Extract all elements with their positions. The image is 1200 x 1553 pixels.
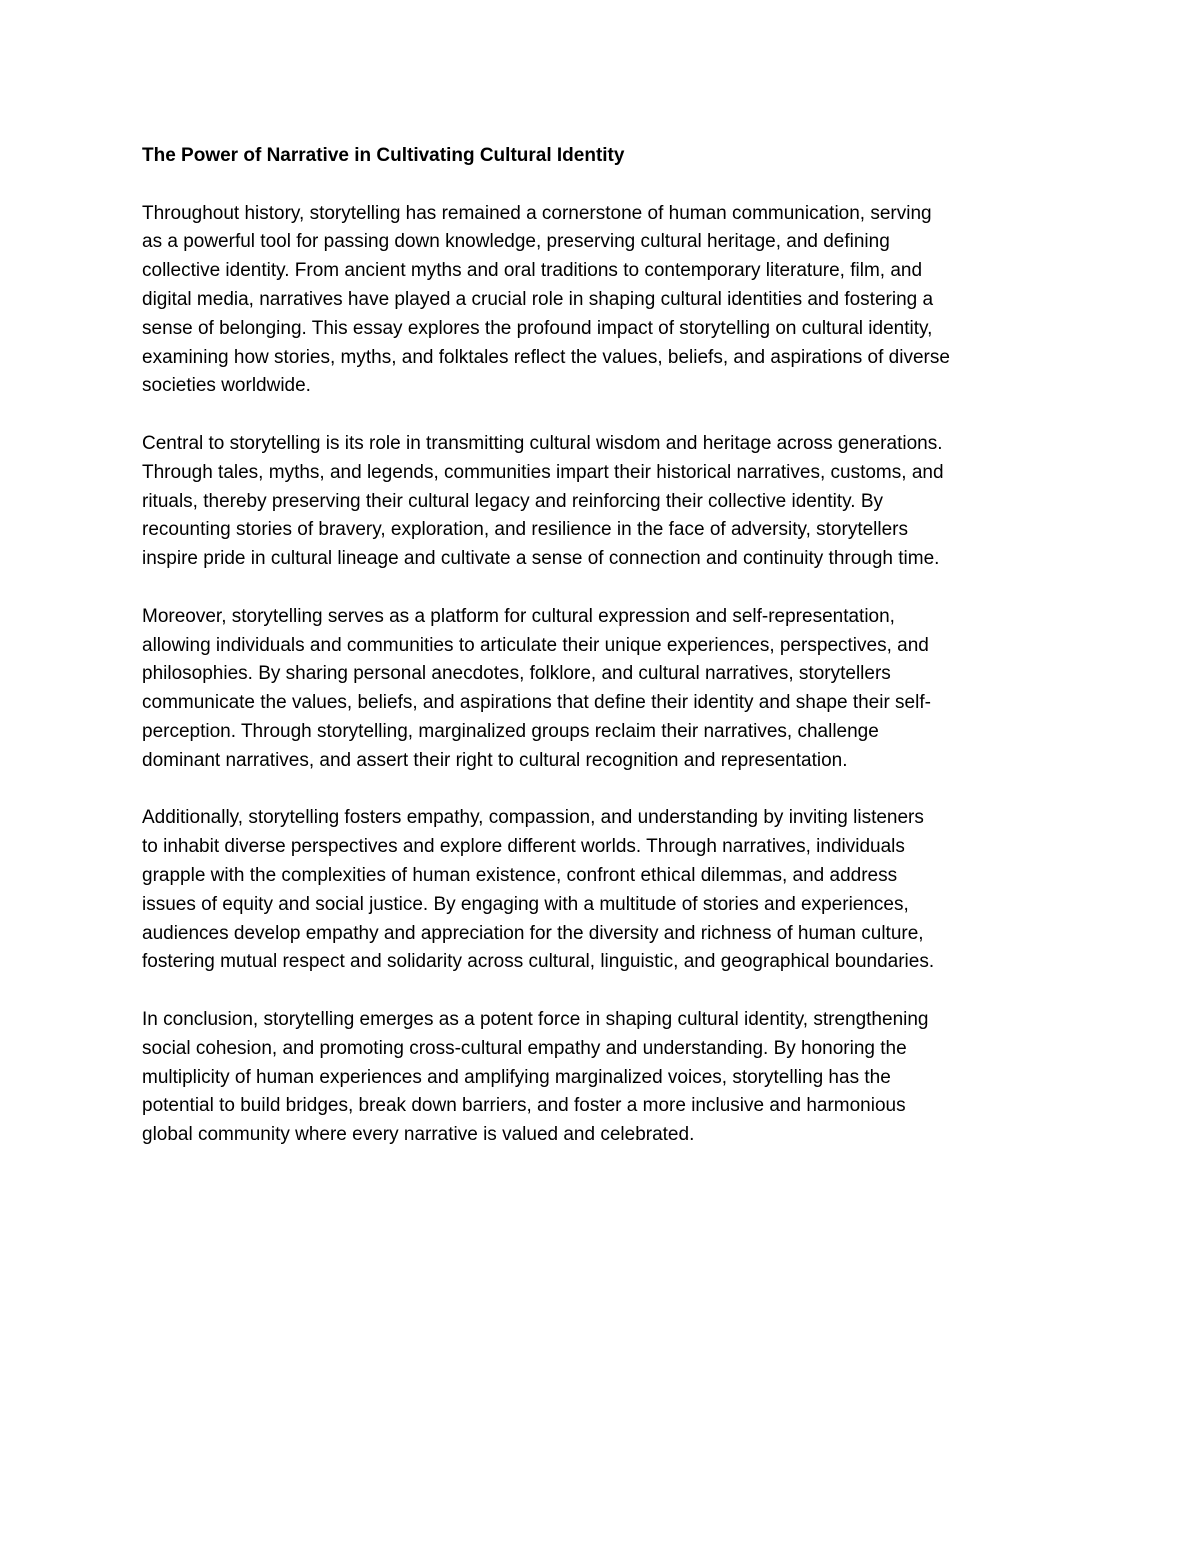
text-line: Moreover, storytelling serves as a platform for cultural expression and self-representation, <box>142 605 895 627</box>
text-line: to inhabit diverse perspectives and explore different worlds. Through narratives, individuals <box>142 836 905 858</box>
text-line: multiplicity of human experiences and amplifying marginalized voices, storytelling has the <box>142 1066 891 1088</box>
document-body <box>142 142 1057 1179</box>
paragraph-1 <box>142 200 1057 402</box>
text-line: Throughout history, storytelling has remained a cornerstone of human communication, serving <box>142 202 932 224</box>
text-line: global community where every narrative is valued and celebrated. <box>142 1124 695 1146</box>
text-line: Through tales, myths, and legends, communities impart their historical narratives, customs, and <box>142 461 944 483</box>
text-line: issues of equity and social justice. By engaging with a multitude of stories and experiences, <box>142 893 909 915</box>
text-line: fostering mutual respect and solidarity across cultural, linguistic, and geographical boundaries. <box>142 951 935 973</box>
text-line: Central to storytelling is its role in transmitting cultural wisdom and heritage across generations. <box>142 432 943 454</box>
text-line: communicate the values, beliefs, and aspirations that define their identity and shape their self- <box>142 692 931 714</box>
text-line: philosophies. By sharing personal anecdotes, folklore, and cultural narratives, storytellers <box>142 663 891 685</box>
text-line: perception. Through storytelling, marginalized groups reclaim their narratives, challenge <box>142 720 879 742</box>
text-line: recounting stories of bravery, exploration, and resilience in the face of adversity, storytellers <box>142 519 909 541</box>
paragraph-3 <box>142 603 1057 776</box>
text-line: In conclusion, storytelling emerges as a potent force in shaping cultural identity, strengthening <box>142 1008 929 1030</box>
text-line: digital media, narratives have played a crucial role in shaping cultural identities and fostering a <box>142 288 934 310</box>
text-line: potential to build bridges, break down barriers, and foster a more inclusive and harmonious <box>142 1095 906 1117</box>
text-line: collective identity. From ancient myths and oral traditions to contemporary literature, film, and <box>142 260 923 282</box>
text-line: rituals, thereby preserving their cultural legacy and reinforcing their collective identity. By <box>142 490 883 512</box>
text-line: Additionally, storytelling fosters empathy, compassion, and understanding by inviting listeners <box>142 807 924 829</box>
text-line: grapple with the complexities of human existence, confront ethical dilemmas, and address <box>142 864 898 886</box>
paragraph-5 <box>142 1006 1057 1150</box>
text-line: societies worldwide. <box>142 375 311 397</box>
text-line: sense of belonging. This essay explores the profound impact of storytelling on cultural identity, <box>142 317 933 339</box>
paragraph-4 <box>142 804 1057 977</box>
text-line: allowing individuals and communities to articulate their unique experiences, perspectives, and <box>142 634 929 656</box>
text-line: social cohesion, and promoting cross-cultural empathy and understanding. By honoring the <box>142 1037 907 1059</box>
paragraph-2 <box>142 430 1057 574</box>
text-line: audiences develop empathy and appreciation for the diversity and richness of human culture, <box>142 922 924 944</box>
text-line: dominant narratives, and assert their right to cultural recognition and representation. <box>142 749 848 771</box>
text-line: as a powerful tool for passing down knowledge, preserving cultural heritage, and defining <box>142 231 890 253</box>
document-title: The Power of Narrative in Cultivating Cultural Identity <box>142 145 625 166</box>
text-line: inspire pride in cultural lineage and cultivate a sense of connection and continuity through time. <box>142 548 940 570</box>
text-line: examining how stories, myths, and folktales reflect the values, beliefs, and aspirations of diverse <box>142 346 950 368</box>
